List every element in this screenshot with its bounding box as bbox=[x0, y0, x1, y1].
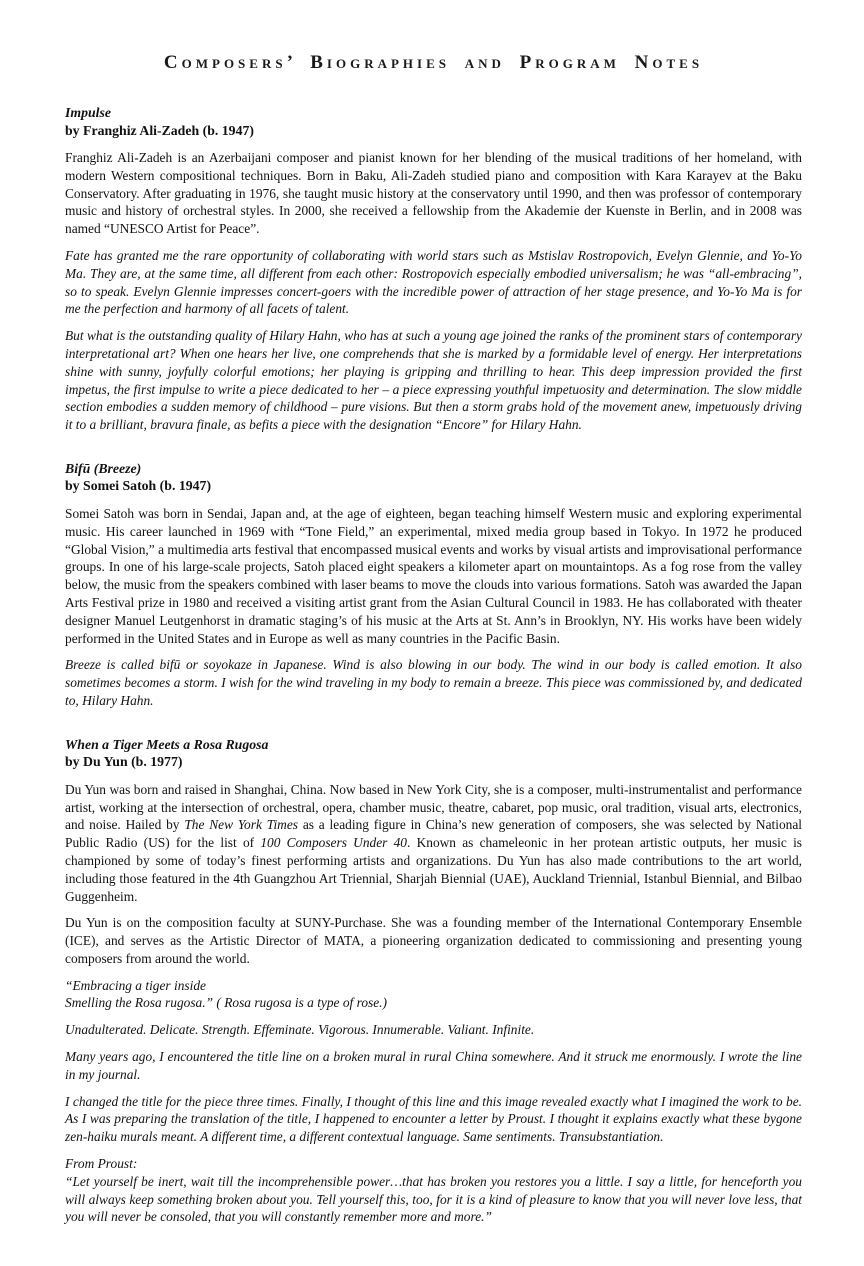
program-note-paragraph: From Proust: “Let yourself be inert, wait till the incomprehensible power…that has broken you restores you a little. I say a little, for henceforth you will always keep something broken about you. Tell yourself this, too, for it is a kind of pleasure to know that you will never love less, that you will never be consoled, that you will constantly remember more and more.” bbox=[65, 1156, 802, 1225]
biography-paragraph: Du Yun was born and raised in Shanghai, China. Now based in New York City, she is a composer, multi-instrumentalist and performance artist, working at the intersection of orchestral, opera, chamber music, theatre, cabaret, pop music, oral tradition, visual arts, electronics, and noise. Hailed by The New York Times as a leading figure in China’s new generation of composers, she was selected by National Public Radio (US) for the list of 100 Composers Under 40. Known as chameleonic in her protean artistic outputs, her music is championed by some of today’s finest performing artists and organizations. Du Yun has also made contributions to the art world, including those featured in the 4th Guangzhou Art Triennial, Sharjah Biennial (UAE), Auckland Triennial, Istanbul Biennial, and Bilbao Guggenheim. bbox=[65, 781, 803, 904]
work-title: Bifū (Breeze) bbox=[65, 460, 142, 476]
work-heading bbox=[65, 460, 802, 495]
program-note-paragraph: But what is the outstanding quality of Hilary Hahn, who has at such a young age joined the ranks of the prominent stars of contemporary interpretational art? When one hears her live, one comprehends that she is marked by a formidable level of energy. Her interpretations shine with sunny, joyfully colorful emotions; her playing is gripping and thrilling to hear. This deep impression provided the first impetus, the first impulse to write a piece dedicated to her – a piece expressing youthful impetuosity and determination. The slow middle section embodies a sudden memory of childhood – pure visions. But then a storm grabs hold of the movement anew, impetuously driving it to a brilliant, bravura finale, as befits a piece with the designation “Encore” for Hilary Hahn. bbox=[65, 328, 802, 433]
biography-paragraph: Somei Satoh was born in Sendai, Japan and, at the age of eighteen, began teaching himself Western music and exploring experimental music. His career launched in 1969 with “Tone Field,” an experimental, mixed media group based in Tokyo. In 1972 he produced “Global Vision,” a multimedia arts festival that encompassed musical events and works by visual artists and improvisational performance groups. In one of his large-scale projects, Satoh placed eight speakers a kilometer apart on mountaintops. As a fog rose from the valley below, the music from the speakers combined with laser beams to move the clouds into various formations. Satoh was awarded the Japan Arts Festival prize in 1980 and received a visiting artist grant from the Asian Cultural Council in 1983. He has collaborated with theater designer Manuel Leutgenhorst in dramatic staging’s of his music at the Arts at St. Ann’s in Brooklyn, NY. His works have been widely performed in the United States and in Europe as well as many countries in the Pacific Basin. bbox=[65, 505, 802, 646]
work-heading bbox=[65, 736, 802, 771]
work-heading bbox=[65, 104, 802, 139]
composer-section bbox=[65, 736, 802, 1227]
page-title: Composers’ Biographies and Program Notes bbox=[163, 52, 704, 73]
program-note-paragraph: Unadulterated. Delicate. Strength. Effeminate. Vigorous. Innumerable. Valiant. Infinite. bbox=[65, 1022, 535, 1038]
sections bbox=[65, 104, 802, 1226]
composer-section bbox=[65, 104, 802, 434]
program-note-paragraph: Many years ago, I encountered the title line on a broken mural in rural China somewhere. And it struck me enormously. I wrote the line in my journal. bbox=[65, 1049, 802, 1082]
biography-paragraph: Du Yun is on the composition faculty at SUNY-Purchase. She was a founding member of the International Contemporary Ensemble (ICE), and serves as the Artistic Director of MATA, a pioneering organization dedicated to commissioning and presenting young composers from around the world. bbox=[65, 915, 802, 966]
program-note-paragraph: “Embracing a tiger inside Smelling the Rosa rugosa.” ( Rosa rugosa is a type of rose.) bbox=[65, 977, 387, 1011]
program-note-paragraph: Breeze is called bifū or soyokaze in Japanese. Wind is also blowing in our body. The wind in our body is called emotion. It also sometimes becomes a storm. I wish for the wind traveling in my body to remain a breeze. This piece was commissioned by, and dedicated to, Hilary Hahn. bbox=[65, 657, 802, 708]
composer-section bbox=[65, 460, 802, 710]
work-byline: by Somei Satoh (b. 1947) bbox=[65, 478, 212, 494]
work-byline: by Du Yun (b. 1977) bbox=[65, 754, 183, 770]
work-title: When a Tiger Meets a Rosa Rugosa bbox=[65, 736, 269, 752]
program-note-paragraph: Fate has granted me the rare opportunity of collaborating with world stars such as Mstislav Rostropovich, Evelyn Glennie, and Yo-Yo Ma. They are, at the same time, all different from each other: Rostropovich especially embodied universalism; he was “all-embracing”, so to speak. Evelyn Glennie impresses concert-goers with the incredible power of attraction of her stage presence, and Yo-Yo Ma is for me the perfection and harmony of all facets of talent. bbox=[65, 247, 802, 317]
biography-paragraph: Franghiz Ali-Zadeh is an Azerbaijani composer and pianist known for her blending of the musical traditions of her homeland, with modern Western compositional techniques. Born in Baku, Ali-Zadeh studied piano and composition with Kara Karayev at the Baku Conservatory. After graduating in 1976, she taught music history at the conservatory until 1990, and then was professor of contemporary music and history of orchestral styles. In 2000, she received a fellowship from the Akademie der Kuenste in Berlin, and in 2008 was named “UNESCO Artist for Peace”. bbox=[65, 150, 802, 237]
work-byline: by Franghiz Ali-Zadeh (b. 1947) bbox=[65, 122, 254, 138]
program-note-paragraph: I changed the title for the piece three times. Finally, I thought of this line and this image revealed exactly what I imagined the work to be. As I was preparing the translation of the title, I happened to encounter a letter by Proust. I thought it explains exactly what these bygone zen-haiku murals meant. A different time, a different contextual language. Same sentiments. Transubstantiation. bbox=[65, 1093, 802, 1145]
work-title: Impulse bbox=[65, 105, 111, 120]
